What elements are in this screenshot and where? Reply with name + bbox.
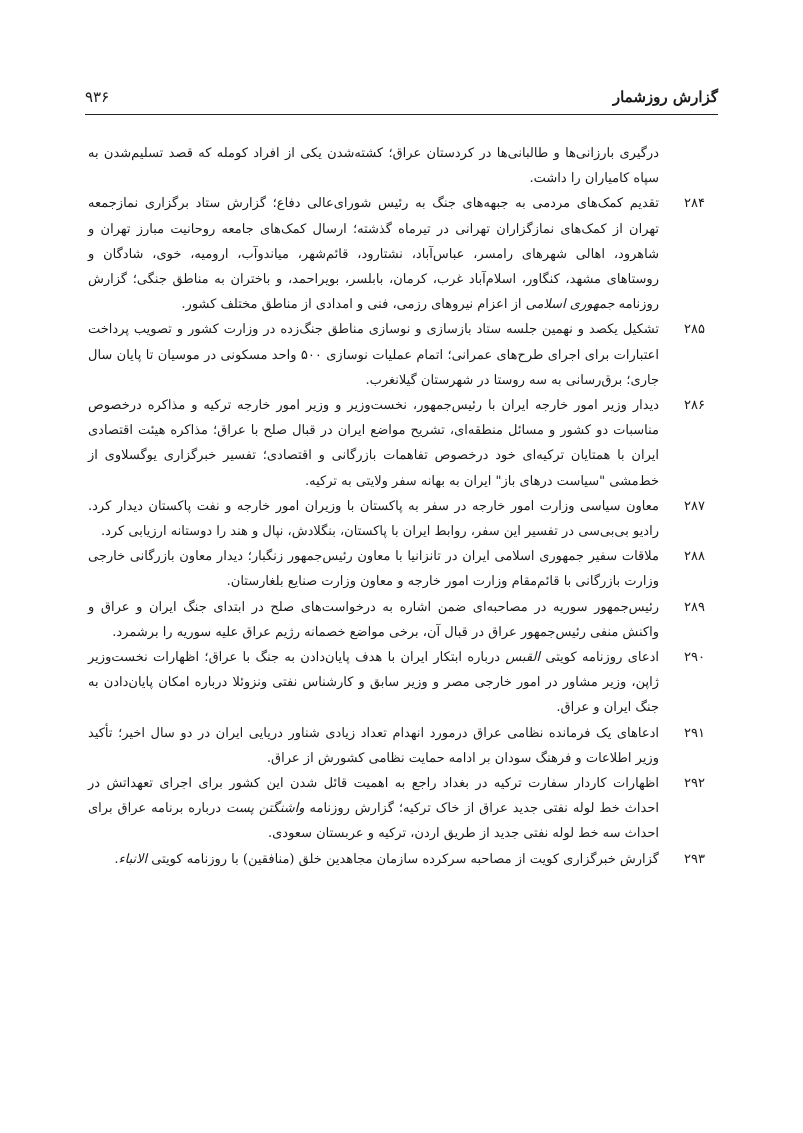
continuation-paragraph: درگیری بارزانی‌ها و طالبانی‌ها در کردستان عراق؛ کشته‌شدن یکی از افراد کومله که قصد تسلیم‌شدن به سپاه کامیاران را داشت. [88,146,659,187]
entry-number: ۲۸۹ [684,599,705,615]
entry-289 [88,595,705,645]
entry-284 [88,191,705,317]
source-name: الانباء [118,851,148,867]
entry-text: رئیس‌جمهور سوریه در مصاحبه‌ای ضمن اشاره به درخواست‌های صلح در ابتدای جنگ ایران و عراق و واکنش منفی رئیس‌جمهور عراق در قبال آن، برخی مواضع خصمانه رژیم عراق علیه سوریه را برشمرد. [88,599,659,640]
entry-text: تشکیل یکصد و نهمین جلسه ستاد بازسازی و نوسازی مناطق جنگ‌زده در وزارت کشور و تصویب پرداخت اعتبارات برای اجرای طرح‌های عمرانی؛ اتمام عملیات نوسازی ۵۰۰ واحد مسکونی در موسیان تا پایان سال جاری؛ برق‌رسانی به سه روستا در شهرستان گیلانغرب. [88,322,659,388]
entry-number: ۲۸۸ [684,549,705,565]
entry-number: ۲۹۰ [684,650,705,666]
source-name: جمهوری اسلامی [525,297,615,313]
entry-text: معاون سیاسی وزارت امور خارجه در سفر به پاکستان با وزیران امور خارجه و نفت پاکستان دیدار کرد. رادیو بی‌بی‌سی در تفسیر این سفر، روابط ایران با پاکستان، بنگلادش، نپال و هند را دوستانه ارزیابی کرد. [88,498,659,540]
entry-285 [88,317,705,393]
entry-291 [88,721,705,771]
entry-number: ۲۸۷ [684,498,705,514]
entry-290 [88,645,705,721]
entry-text: دیدار وزیر امور خارجه ایران با رئیس‌جمهور، نخست‌وزیر و وزیر امور خارجه ترکیه و مذاکره درخصوص مناسبات دو کشور و مسائل منطقه‌ای، تشریح مواضع ایران در قبال صلح با عراق؛ مذاکره هیئت اقتصادی ایران با همتایان ترکیه‌ای خود درخصوص تفاهمات بازرگانی و اقتصادی؛ تفسیر خبرگزاری یوگسلاوی از خط‌مشی "سیاست درهای باز" ایران به بهانه سفر ولایتی به ترکیه. [88,398,659,489]
entry-number: ۲۸۶ [684,398,705,414]
entry-286 [88,393,705,494]
entry-number: ۲۹۳ [684,851,705,867]
source-name: واشنگتن پست [225,801,305,817]
entry-text: گزارش خبرگزاری کویت از مصاحبه سرکرده سازمان مجاهدین خلق (منافقین) با روزنامه کویتی الانباء. [114,851,659,867]
page-header [85,84,718,115]
entry-number: ۲۹۱ [684,725,705,741]
entry-292 [88,771,705,847]
entry-text: ادعای روزنامه کویتی القبس درباره ابتکار ایران با هدف پایان‌دادن به جنگ با عراق؛ اظهارات نخست‌وزیر ژاپن، وزیر مشاور در امور خارجی مصر و وزیر سابق و کارشناس نفتی ونزوئلا درباره امکان پایان‌دادن به جنگ ایران و عراق. [88,650,659,716]
entry-288 [88,544,705,594]
page-number: ۹۳۶ [85,88,110,106]
entry-number: ۲۸۵ [684,322,705,338]
entry-text: ملاقات سفیر جمهوری اسلامی ایران در تانزانیا با معاون رئیس‌جمهور زنگبار؛ دیدار معاون بازرگانی خارجی وزارت بازرگانی با قائم‌مقام وزارت امور خارجه و معاون وزارت صنایع بلغارستان. [88,549,659,590]
entry-text: اظهارات کاردار سفارت ترکیه در بغداد راجع به اهمیت قائل شدن این کشور برای اجرای تعهداتش در احداث خط لوله نفتی جدید عراق از خاک ترکیه؛ گزارش روزنامه واشنگتن پست درباره برنامه عراق برای احداث سه خط لوله نفتی جدید از طریق اردن، ترکیه و عربستان سعودی. [88,776,659,842]
entry-293 [88,847,705,872]
entry-text: تقدیم کمک‌های مردمی به جبهه‌های جنگ به رئیس شورای‌عالی دفاع؛ گزارش ستاد برگزاری نمازجمعه تهران از کمک‌های نمازگزاران تهرانی در تیرماه گذشته؛ ارسال کمک‌های جامعه روحانیت مبارز تهران و شاهرود، اهالی شهرهای رامسر، عباس‌آباد، نشتارود، قائم‌شهر، میاندوآب، ارومیه، خوی، شادگان و روستاهای مشهد، کنگاور، اسلام‌آباد غرب، کرمان، بابلسر، بویراحمد، و باختران به مناطق جنگی؛ گزارش روزنامه جمهوری اسلامی از اعزام نیروهای رزمی، فنی و امدادی از مناطق مختلف کشور. [88,196,659,313]
entry-number: ۲۹۲ [684,776,705,792]
page-body [88,141,705,872]
entry-text: ادعاهای یک فرمانده نظامی عراق درمورد انهدام تعداد زیادی شناور دریایی ایران در دو سال اخیر؛ تأکید وزیر اطلاعات و فرهنگ سودان بر ادامه حمایت نظامی کشورش از عراق. [88,725,659,766]
running-title: گزارش روزشمار [612,88,718,106]
entry-287 [88,494,705,544]
entry-number: ۲۸۴ [684,196,705,212]
source-name: القبس [505,650,541,666]
